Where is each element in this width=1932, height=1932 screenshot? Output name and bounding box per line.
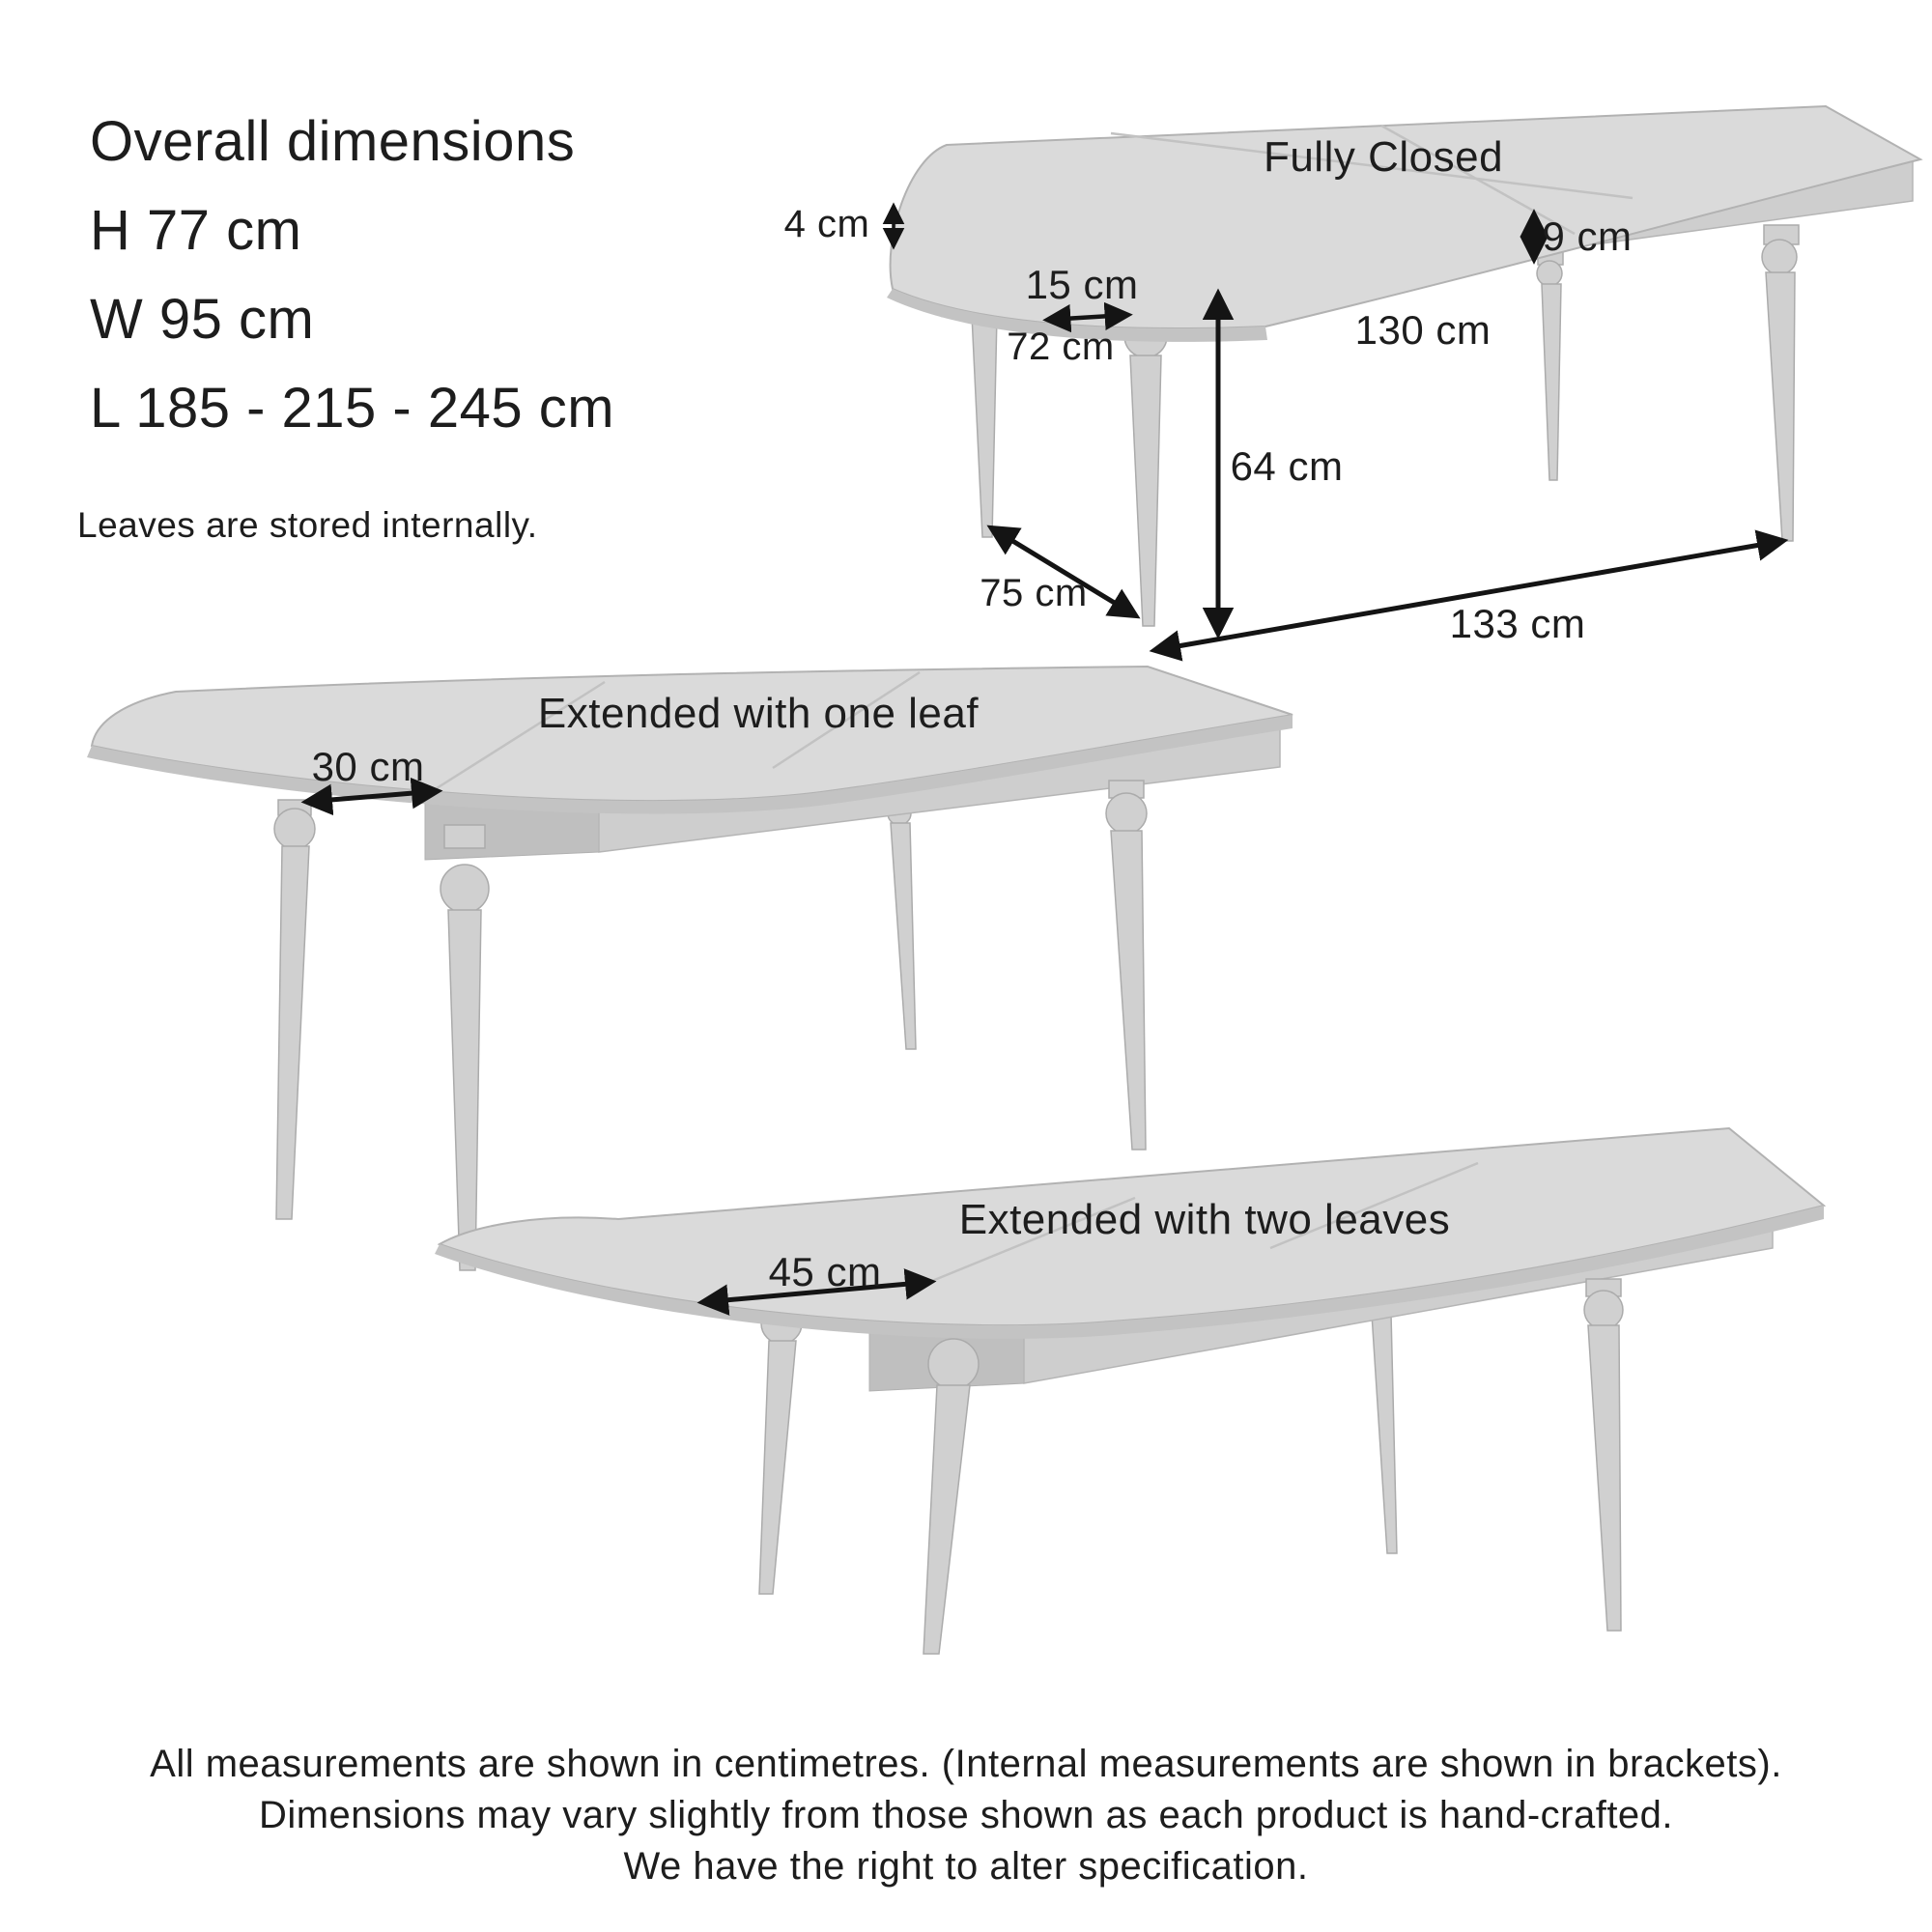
label-end-overhang: 15 cm bbox=[1025, 262, 1139, 307]
diagram-extended-two-leaves bbox=[435, 1128, 1824, 1654]
overall-dimensions-block bbox=[90, 110, 614, 440]
table3-front-right-leg-turning bbox=[1584, 1291, 1623, 1329]
table1-front-right-leg bbox=[1766, 272, 1795, 541]
label-apron-height: 9 cm bbox=[1542, 213, 1633, 259]
table1-title: Fully Closed bbox=[1263, 133, 1504, 181]
label-depth: 75 cm bbox=[980, 572, 1088, 614]
table1-back-right-leg-turning bbox=[1537, 261, 1562, 286]
overall-height: H 77 cm bbox=[90, 199, 302, 262]
diagram-fully-closed bbox=[784, 106, 1920, 650]
label-floor-clearance: 64 cm bbox=[1230, 443, 1344, 489]
label-leaf-extension-45cm: 45 cm bbox=[768, 1249, 882, 1294]
table2-front-left-leg bbox=[448, 910, 481, 1270]
label-inner-length: 130 cm bbox=[1354, 307, 1492, 353]
table3-back-left-leg bbox=[759, 1341, 796, 1594]
table2-back-left-leg-turning bbox=[274, 809, 315, 849]
footer-disclaimer bbox=[150, 1743, 1782, 1888]
overall-dimensions-title: Overall dimensions bbox=[90, 110, 576, 173]
label-top-thickness: 4 cm bbox=[783, 203, 870, 245]
table3-title: Extended with two leaves bbox=[958, 1196, 1451, 1243]
label-leg-span-length: 133 cm bbox=[1449, 601, 1586, 646]
table3-front-left-leg bbox=[923, 1385, 970, 1654]
leaves-note: Leaves are stored internally. bbox=[77, 505, 538, 545]
table2-back-right-leg bbox=[891, 823, 916, 1049]
footer-line-3: We have the right to alter specification. bbox=[623, 1845, 1309, 1888]
footer-line-1: All measurements are shown in centimetres. (Internal measurements are shown in brackets). bbox=[150, 1743, 1782, 1785]
label-leaf-extension-30cm: 30 cm bbox=[311, 744, 425, 789]
table2-front-right-leg-turning bbox=[1106, 793, 1147, 834]
table3-back-right-leg bbox=[1372, 1314, 1397, 1553]
table1-back-left-leg bbox=[972, 315, 997, 537]
table3-front-right-leg bbox=[1588, 1325, 1621, 1631]
table2-front-right-leg bbox=[1111, 831, 1146, 1150]
overall-width: W 95 cm bbox=[90, 288, 315, 351]
footer-line-2: Dimensions may vary slightly from those shown as each product is hand-crafted. bbox=[258, 1794, 1674, 1836]
table3-front-left-leg-turning bbox=[928, 1339, 979, 1389]
table2-back-left-leg bbox=[276, 846, 309, 1219]
table2-title: Extended with one leaf bbox=[537, 690, 980, 737]
table2-front-left-leg-block bbox=[444, 825, 485, 848]
overall-length: L 185 - 215 - 245 cm bbox=[90, 377, 615, 440]
table1-front-left-leg bbox=[1130, 355, 1161, 626]
label-leg-height: 72 cm bbox=[1007, 326, 1115, 368]
table2-front-left-leg-turning bbox=[440, 865, 489, 913]
table1-back-right-leg bbox=[1542, 284, 1561, 480]
table1-front-right-leg-turning bbox=[1762, 240, 1797, 274]
